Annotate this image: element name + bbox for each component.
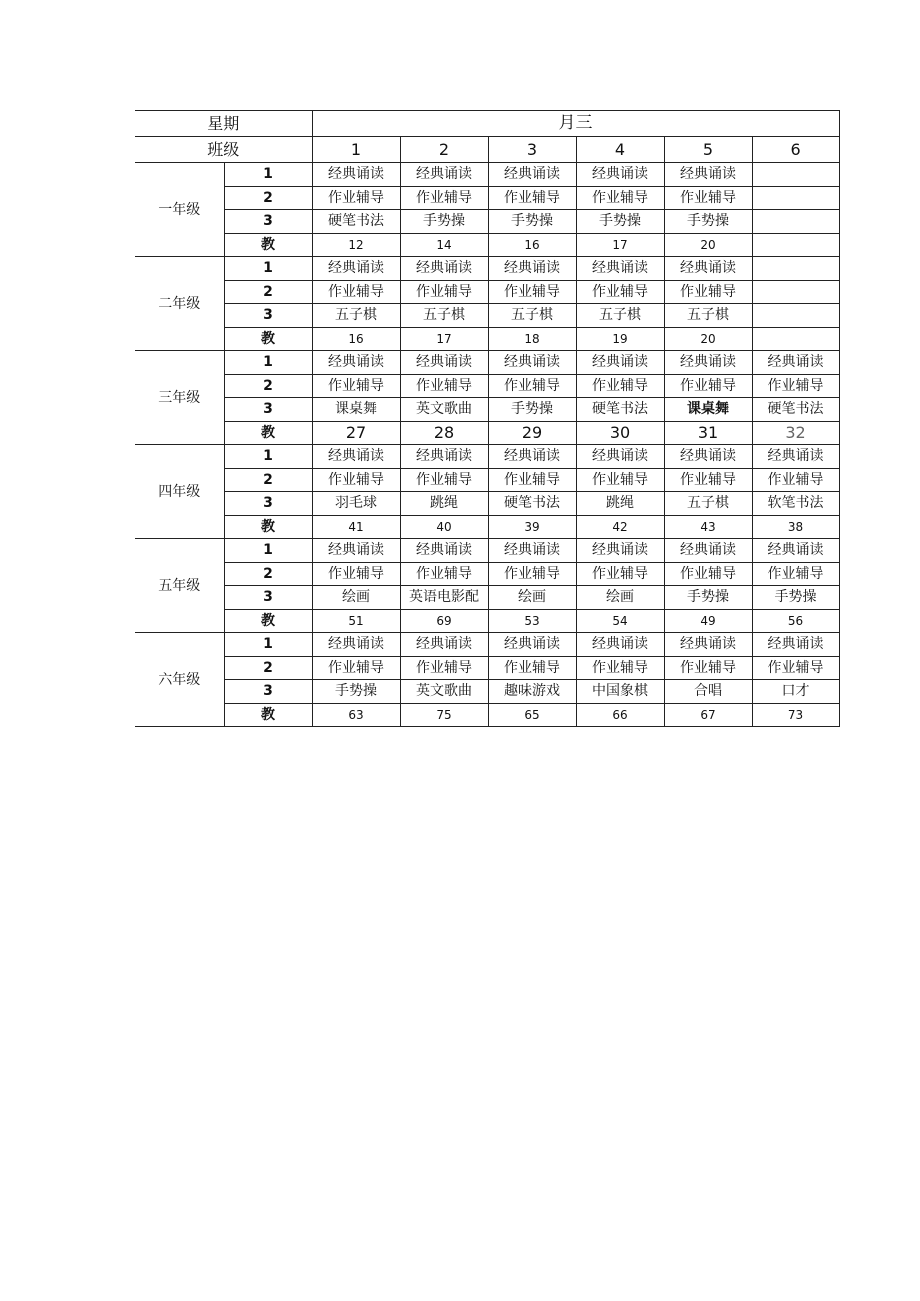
- period-row: [135, 562, 839, 586]
- grade-name: 五年级: [135, 539, 224, 633]
- activity-cell: 五子棋: [664, 304, 752, 328]
- period-row: [135, 445, 839, 469]
- period-row: [135, 257, 839, 281]
- teacher-count-row: [135, 327, 839, 351]
- activity-cell: 经典诵读: [312, 351, 400, 375]
- activity-cell: 五子棋: [576, 304, 664, 328]
- activity-cell: 口才: [752, 680, 839, 704]
- header-row-class: [135, 137, 839, 163]
- activity-cell: 经典诵读: [488, 445, 576, 469]
- activity-cell: 绘画: [488, 586, 576, 610]
- period-number: 2: [224, 374, 312, 398]
- activity-cell: 手势操: [488, 210, 576, 234]
- activity-cell: 经典诵读: [312, 163, 400, 187]
- activity-cell: 作业辅导: [400, 280, 488, 304]
- activity-cell: 作业辅导: [312, 280, 400, 304]
- activity-cell: 作业辅导: [752, 562, 839, 586]
- activity-cell: 作业辅导: [488, 562, 576, 586]
- activity-cell: 经典诵读: [488, 539, 576, 563]
- activity-cell: 五子棋: [312, 304, 400, 328]
- teacher-count-cell: 17: [576, 233, 664, 257]
- period-row: [135, 586, 839, 610]
- activity-cell: 五子棋: [664, 492, 752, 516]
- period-row: [135, 656, 839, 680]
- period-row: [135, 398, 839, 422]
- teacher-count-cell: 19: [576, 327, 664, 351]
- activity-cell: 作业辅导: [488, 186, 576, 210]
- teacher-count-row: [135, 233, 839, 257]
- teacher-count-label: 教: [224, 233, 312, 257]
- activity-cell: 硬笔书法: [576, 398, 664, 422]
- activity-cell: 五子棋: [488, 304, 576, 328]
- activity-cell: 经典诵读: [576, 633, 664, 657]
- activity-cell: 经典诵读: [400, 351, 488, 375]
- teacher-count-cell: [752, 327, 839, 351]
- teacher-count-cell: 14: [400, 233, 488, 257]
- activity-cell: [752, 186, 839, 210]
- activity-cell: 经典诵读: [752, 445, 839, 469]
- period-number: 1: [224, 445, 312, 469]
- teacher-count-row: [135, 609, 839, 633]
- activity-cell: [752, 304, 839, 328]
- activity-cell: 英文歌曲: [400, 680, 488, 704]
- activity-cell: 手势操: [488, 398, 576, 422]
- activity-cell: 手势操: [664, 586, 752, 610]
- teacher-count-cell: 54: [576, 609, 664, 633]
- activity-cell: [752, 163, 839, 187]
- teacher-count-cell: 31: [664, 421, 752, 445]
- activity-cell: 经典诵读: [400, 633, 488, 657]
- activity-cell: 经典诵读: [664, 539, 752, 563]
- period-row: [135, 680, 839, 704]
- day-number: 6: [752, 137, 839, 163]
- period-row: [135, 163, 839, 187]
- teacher-count-cell: 73: [752, 703, 839, 727]
- activity-cell: 作业辅导: [664, 468, 752, 492]
- period-row: [135, 374, 839, 398]
- activity-cell: 经典诵读: [312, 539, 400, 563]
- activity-cell: 经典诵读: [664, 163, 752, 187]
- activity-cell: 课桌舞: [664, 398, 752, 422]
- teacher-count-cell: 69: [400, 609, 488, 633]
- activity-cell: 作业辅导: [312, 374, 400, 398]
- teacher-count-cell: 56: [752, 609, 839, 633]
- grade-name: 四年级: [135, 445, 224, 539]
- period-number: 1: [224, 633, 312, 657]
- activity-cell: 作业辅导: [312, 656, 400, 680]
- period-number: 3: [224, 210, 312, 234]
- activity-cell: 作业辅导: [752, 468, 839, 492]
- activity-cell: 经典诵读: [488, 257, 576, 281]
- grade-name: 三年级: [135, 351, 224, 445]
- period-row: [135, 186, 839, 210]
- activity-cell: 作业辅导: [664, 186, 752, 210]
- period-number: 2: [224, 280, 312, 304]
- period-number: 2: [224, 562, 312, 586]
- activity-cell: 作业辅导: [576, 280, 664, 304]
- grade-name: 六年级: [135, 633, 224, 727]
- activity-cell: 作业辅导: [752, 656, 839, 680]
- activity-cell: 作业辅导: [400, 656, 488, 680]
- teacher-count-cell: 20: [664, 327, 752, 351]
- period-number: 2: [224, 656, 312, 680]
- activity-cell: 作业辅导: [488, 374, 576, 398]
- teacher-count-cell: 67: [664, 703, 752, 727]
- teacher-count-label: 教: [224, 609, 312, 633]
- activity-cell: 趣味游戏: [488, 680, 576, 704]
- activity-cell: 作业辅导: [576, 186, 664, 210]
- activity-cell: 作业辅导: [664, 374, 752, 398]
- activity-cell: [752, 280, 839, 304]
- teacher-count-row: [135, 703, 839, 727]
- period-number: 3: [224, 398, 312, 422]
- period-number: 2: [224, 468, 312, 492]
- activity-cell: 作业辅导: [312, 468, 400, 492]
- activity-cell: 经典诵读: [664, 257, 752, 281]
- teacher-count-label: 教: [224, 515, 312, 539]
- activity-cell: 作业辅导: [312, 186, 400, 210]
- teacher-count-cell: 28: [400, 421, 488, 445]
- activity-cell: 手势操: [752, 586, 839, 610]
- period-row: [135, 351, 839, 375]
- activity-cell: 作业辅导: [576, 374, 664, 398]
- period-row: [135, 304, 839, 328]
- activity-cell: 经典诵读: [576, 257, 664, 281]
- activity-cell: 经典诵读: [752, 351, 839, 375]
- period-number: 3: [224, 304, 312, 328]
- activity-cell: 作业辅导: [576, 468, 664, 492]
- activity-cell: 课桌舞: [312, 398, 400, 422]
- activity-cell: 作业辅导: [752, 374, 839, 398]
- teacher-count-cell: 66: [576, 703, 664, 727]
- teacher-count-cell: 41: [312, 515, 400, 539]
- schedule-table: [135, 110, 840, 727]
- teacher-count-cell: 30: [576, 421, 664, 445]
- activity-cell: 作业辅导: [664, 280, 752, 304]
- activity-cell: 经典诵读: [312, 633, 400, 657]
- activity-cell: 经典诵读: [400, 539, 488, 563]
- activity-cell: 跳绳: [576, 492, 664, 516]
- period-number: 1: [224, 539, 312, 563]
- activity-cell: 作业辅导: [400, 468, 488, 492]
- activity-cell: 软笔书法: [752, 492, 839, 516]
- teacher-count-label: 教: [224, 703, 312, 727]
- teacher-count-cell: 18: [488, 327, 576, 351]
- activity-cell: 作业辅导: [664, 562, 752, 586]
- period-row: [135, 633, 839, 657]
- activity-cell: 绘画: [312, 586, 400, 610]
- day-number: 5: [664, 137, 752, 163]
- activity-cell: 英语电影配: [400, 586, 488, 610]
- teacher-count-cell: 40: [400, 515, 488, 539]
- activity-cell: 跳绳: [400, 492, 488, 516]
- activity-cell: 绘画: [576, 586, 664, 610]
- period-number: 1: [224, 163, 312, 187]
- period-row: [135, 492, 839, 516]
- activity-cell: 硬笔书法: [752, 398, 839, 422]
- activity-cell: 五子棋: [400, 304, 488, 328]
- activity-cell: 手势操: [576, 210, 664, 234]
- grade-name: 二年级: [135, 257, 224, 351]
- activity-cell: 作业辅导: [488, 280, 576, 304]
- activity-cell: 经典诵读: [488, 351, 576, 375]
- activity-cell: 硬笔书法: [488, 492, 576, 516]
- activity-cell: [752, 210, 839, 234]
- activity-cell: 作业辅导: [488, 656, 576, 680]
- period-number: 2: [224, 186, 312, 210]
- teacher-count-row: [135, 421, 839, 445]
- period-row: [135, 468, 839, 492]
- activity-cell: 经典诵读: [488, 633, 576, 657]
- activity-cell: 经典诵读: [664, 633, 752, 657]
- activity-cell: 经典诵读: [488, 163, 576, 187]
- teacher-count-cell: 29: [488, 421, 576, 445]
- activity-cell: 中国象棋: [576, 680, 664, 704]
- teacher-count-cell: [752, 233, 839, 257]
- activity-cell: 经典诵读: [576, 445, 664, 469]
- activity-cell: 手势操: [664, 210, 752, 234]
- class-label: 班级: [135, 137, 312, 163]
- activity-cell: 经典诵读: [576, 351, 664, 375]
- teacher-count-cell: 39: [488, 515, 576, 539]
- teacher-count-row: [135, 515, 839, 539]
- header-row-week: [135, 111, 839, 137]
- day-number: 3: [488, 137, 576, 163]
- teacher-count-cell: 42: [576, 515, 664, 539]
- period-row: [135, 539, 839, 563]
- activity-cell: 作业辅导: [400, 186, 488, 210]
- week-value: 月三: [312, 111, 839, 137]
- teacher-count-cell: 12: [312, 233, 400, 257]
- activity-cell: 作业辅导: [488, 468, 576, 492]
- activity-cell: 经典诵读: [664, 445, 752, 469]
- teacher-count-cell: 17: [400, 327, 488, 351]
- activity-cell: 经典诵读: [576, 163, 664, 187]
- teacher-count-cell: 75: [400, 703, 488, 727]
- teacher-count-cell: 20: [664, 233, 752, 257]
- activity-cell: 经典诵读: [752, 633, 839, 657]
- period-number: 1: [224, 257, 312, 281]
- grade-name: 一年级: [135, 163, 224, 257]
- activity-cell: 作业辅导: [664, 656, 752, 680]
- period-number: 3: [224, 492, 312, 516]
- teacher-count-cell: 16: [488, 233, 576, 257]
- teacher-count-label: 教: [224, 327, 312, 351]
- period-number: 1: [224, 351, 312, 375]
- activity-cell: 经典诵读: [312, 257, 400, 281]
- teacher-count-cell: 51: [312, 609, 400, 633]
- activity-cell: 作业辅导: [312, 562, 400, 586]
- period-row: [135, 280, 839, 304]
- teacher-count-cell: 43: [664, 515, 752, 539]
- activity-cell: 作业辅导: [400, 562, 488, 586]
- day-number: 2: [400, 137, 488, 163]
- activity-cell: 经典诵读: [400, 257, 488, 281]
- activity-cell: 经典诵读: [664, 351, 752, 375]
- teacher-count-cell: 27: [312, 421, 400, 445]
- activity-cell: 经典诵读: [400, 163, 488, 187]
- activity-cell: 作业辅导: [576, 656, 664, 680]
- activity-cell: 经典诵读: [400, 445, 488, 469]
- teacher-count-cell: 53: [488, 609, 576, 633]
- day-number: 1: [312, 137, 400, 163]
- teacher-count-cell: 32: [752, 421, 839, 445]
- week-label: 星期: [135, 111, 312, 137]
- activity-cell: 经典诵读: [312, 445, 400, 469]
- activity-cell: 硬笔书法: [312, 210, 400, 234]
- teacher-count-cell: 16: [312, 327, 400, 351]
- period-row: [135, 210, 839, 234]
- teacher-count-cell: 49: [664, 609, 752, 633]
- day-number: 4: [576, 137, 664, 163]
- period-number: 3: [224, 680, 312, 704]
- activity-cell: 经典诵读: [576, 539, 664, 563]
- activity-cell: 经典诵读: [752, 539, 839, 563]
- teacher-count-label: 教: [224, 421, 312, 445]
- activity-cell: 手势操: [400, 210, 488, 234]
- activity-cell: 合唱: [664, 680, 752, 704]
- teacher-count-cell: 38: [752, 515, 839, 539]
- activity-cell: 作业辅导: [400, 374, 488, 398]
- activity-cell: 英文歌曲: [400, 398, 488, 422]
- teacher-count-cell: 63: [312, 703, 400, 727]
- activity-cell: [752, 257, 839, 281]
- activity-cell: 羽毛球: [312, 492, 400, 516]
- period-number: 3: [224, 586, 312, 610]
- activity-cell: 手势操: [312, 680, 400, 704]
- teacher-count-cell: 65: [488, 703, 576, 727]
- activity-cell: 作业辅导: [576, 562, 664, 586]
